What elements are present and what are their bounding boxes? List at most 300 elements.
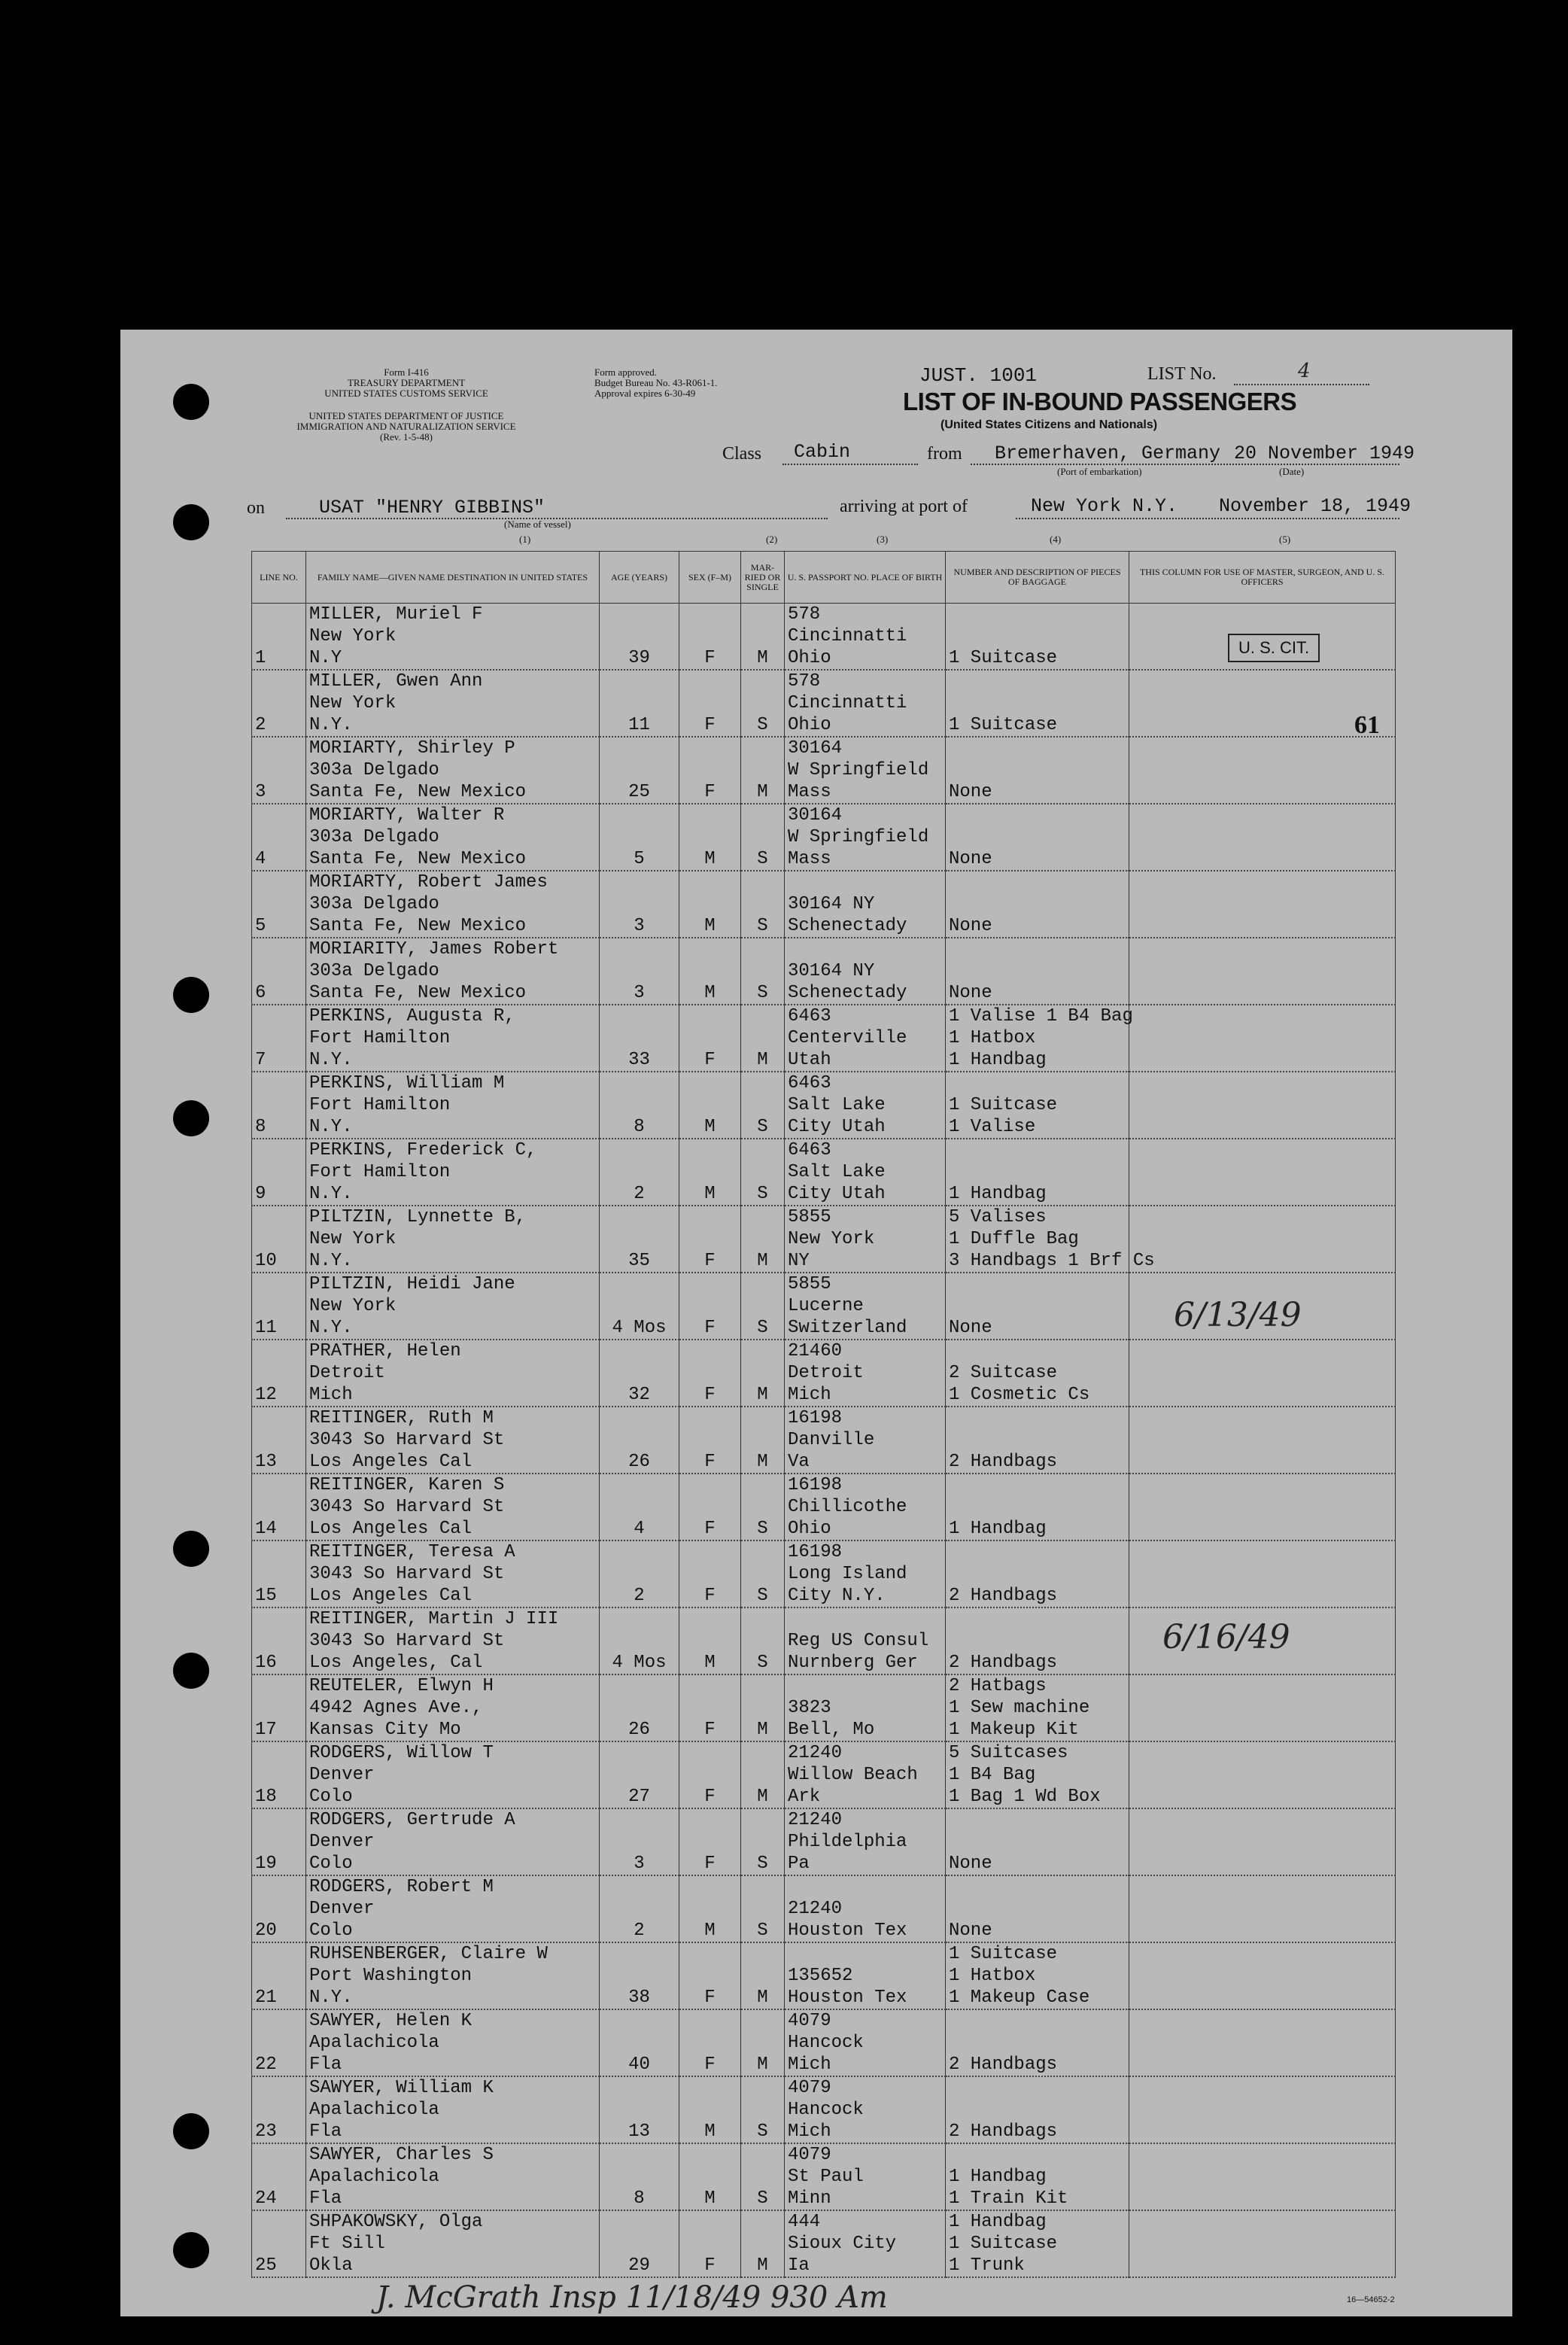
sex-cell <box>679 1607 741 1674</box>
marital-cell <box>741 737 785 804</box>
destination-line-2: N.Y. <box>309 1184 353 1204</box>
sex-cell <box>679 1474 741 1541</box>
passport-number: 21240 <box>788 1810 843 1830</box>
baggage-cell <box>946 2009 1129 2076</box>
baggage-line-3: 2 Handbags <box>949 1452 1058 1472</box>
passenger-name: PILTZIN, Heidi Jane <box>309 1274 515 1294</box>
line-number: 15 <box>255 1586 277 1606</box>
embark-port: Bremerhaven, Germany <box>995 443 1221 464</box>
passport-cell <box>785 1942 946 2009</box>
baggage-line-3: 1 Makeup Kit <box>949 1720 1079 1740</box>
birthplace-line-1: New York <box>788 1229 875 1249</box>
age: 8 <box>634 1117 645 1137</box>
marital-cell <box>741 1407 785 1474</box>
passenger-table <box>251 551 1396 2278</box>
passenger-name: SAWYER, Helen K <box>309 2011 473 2031</box>
baggage-cell <box>946 1273 1129 1340</box>
marital-cell <box>741 2210 785 2277</box>
passenger-name: MILLER, Muriel F <box>309 604 483 625</box>
birthplace-line-1: Centerville <box>788 1028 907 1048</box>
sex: F <box>704 715 716 735</box>
line-number: 11 <box>255 1318 277 1338</box>
birthplace-line-1: Hancock <box>788 2033 864 2053</box>
birthplace-line-1: Detroit <box>788 1363 864 1383</box>
birthplace-line-1: Salt Lake <box>788 1162 886 1182</box>
passenger-name: RUHSENBERGER, Claire W <box>309 1944 548 1964</box>
marital-cell <box>741 2143 785 2210</box>
col-header-line: LINE NO. <box>252 552 306 604</box>
sex-cell <box>679 1808 741 1875</box>
baggage-line-1: 1 Valise 1 B4 Bag <box>949 1006 1133 1027</box>
officer-use-cell <box>1129 1005 1396 1072</box>
name-cell <box>306 2076 600 2143</box>
birthplace-line-2: Mich <box>788 1385 831 1405</box>
baggage-line-3: 1 Bag 1 Wd Box <box>949 1787 1101 1807</box>
destination-line-2: N.Y. <box>309 1318 353 1338</box>
col-header-sex: SEX (F–M) <box>679 552 741 604</box>
passport-cell <box>785 2210 946 2277</box>
line-number-cell <box>252 1206 306 1273</box>
officer-use-cell <box>1129 1474 1396 1541</box>
passport-number: 6463 <box>788 1140 831 1160</box>
col-number-5: (5) <box>1279 534 1291 545</box>
marital-cell <box>741 1474 785 1541</box>
destination-line-1: 3043 So Harvard St <box>309 1631 505 1651</box>
sex: M <box>704 916 716 936</box>
table-row <box>252 604 1396 671</box>
officer-use-cell <box>1129 871 1396 938</box>
birthplace-line-1: Long Island <box>788 1564 907 1584</box>
sex-cell <box>679 1139 741 1206</box>
line-number-cell <box>252 1407 306 1474</box>
birthplace-line-1: Nurnberg Ger <box>788 1653 918 1673</box>
passport-number: 5855 <box>788 1274 831 1294</box>
handwritten-date-2: 6/16/49 <box>1162 1618 1290 1656</box>
age-cell <box>600 2210 679 2277</box>
marital-cell <box>741 1206 785 1273</box>
baggage-line-3: None <box>949 849 992 869</box>
baggage-cell <box>946 1407 1129 1474</box>
officer-use-cell <box>1129 2076 1396 2143</box>
passenger-name: MORIARTY, Robert James <box>309 872 548 893</box>
table-row <box>252 804 1396 871</box>
birthplace-line-1: W Springfield <box>788 760 929 780</box>
line-number: 16 <box>255 1653 277 1673</box>
birthplace-line-2: Ohio <box>788 648 831 668</box>
revision: (Rev. 1-5-48) <box>380 431 433 443</box>
sex: F <box>704 1854 716 1874</box>
destination-line-2: Okla <box>309 2255 353 2276</box>
destination-line-1: Ft Sill <box>309 2234 385 2254</box>
passport-number: 5855 <box>788 1207 831 1227</box>
passport-cell <box>785 1875 946 1942</box>
passport-cell <box>785 1541 946 1607</box>
name-cell <box>306 2009 600 2076</box>
ins-service: IMMIGRATION AND NATURALIZATION SERVICE <box>296 421 516 432</box>
line-number: 18 <box>255 1787 277 1807</box>
baggage-cell <box>946 1139 1129 1206</box>
passport-cell <box>785 1340 946 1407</box>
destination-line-2: Los Angeles, Cal <box>309 1653 483 1673</box>
baggage-line-3: 1 Trunk <box>949 2255 1025 2276</box>
destination-line-1: Detroit <box>309 1363 385 1383</box>
class-label: Class <box>722 444 762 464</box>
baggage-cell <box>946 737 1129 804</box>
age-cell <box>600 1942 679 2009</box>
baggage-line-3: 2 Handbags <box>949 2055 1058 2075</box>
baggage-line-2: 1 Duffle Bag <box>949 1229 1079 1249</box>
line-number-cell <box>252 1139 306 1206</box>
age-cell <box>600 1206 679 1273</box>
col-number-3: (3) <box>877 534 889 545</box>
destination-line-1: 3043 So Harvard St <box>309 1564 505 1584</box>
on-label: on <box>247 498 265 518</box>
passenger-name: PERKINS, Augusta R, <box>309 1006 515 1027</box>
sex: M <box>704 2121 716 2142</box>
sex: F <box>704 2055 716 2075</box>
marital-cell <box>741 871 785 938</box>
line-number-cell <box>252 737 306 804</box>
birthplace-line-1: W Springfield <box>788 827 929 847</box>
age-cell <box>600 2009 679 2076</box>
passport-cell <box>785 1005 946 1072</box>
handwritten-number: 61 <box>1354 711 1380 739</box>
destination-line-2: N.Y. <box>309 715 353 735</box>
baggage-line-2: 2 Suitcase <box>949 1363 1058 1383</box>
baggage-cell <box>946 1206 1155 1273</box>
destination-line-1: Denver <box>309 1899 375 1919</box>
line-number: 13 <box>255 1452 277 1472</box>
passport-number: 21240 <box>788 1899 843 1919</box>
passenger-name: RODGERS, Robert M <box>309 1877 494 1897</box>
marital-cell <box>741 1808 785 1875</box>
officer-use-cell <box>1129 1674 1396 1741</box>
age: 26 <box>628 1452 650 1472</box>
name-cell <box>306 1474 600 1541</box>
name-cell <box>306 1875 600 1942</box>
line-number-cell <box>252 938 306 1005</box>
baggage-line-1: 1 Suitcase <box>949 1944 1058 1964</box>
arrival-port: New York N.Y. <box>1031 495 1178 517</box>
destination-line-2: Los Angeles Cal <box>309 1586 473 1606</box>
marital-status: M <box>757 1385 768 1405</box>
destination-line-2: Los Angeles Cal <box>309 1519 473 1539</box>
destination-line-2: Colo <box>309 1854 353 1874</box>
destination-line-1: New York <box>309 1296 397 1316</box>
punch-hole <box>173 2113 209 2149</box>
line-number: 6 <box>255 983 266 1003</box>
marital-cell <box>741 2076 785 2143</box>
line-number-cell <box>252 871 306 938</box>
from-label: from <box>927 444 962 464</box>
passport-number: 6463 <box>788 1006 831 1027</box>
baggage-line-3: 2 Handbags <box>949 1653 1058 1673</box>
customs-service: UNITED STATES CUSTOMS SERVICE <box>324 388 488 399</box>
baggage-line-3: 1 Handbag <box>949 1184 1047 1204</box>
punch-hole <box>173 1653 209 1689</box>
birthplace-line-2: Switzerland <box>788 1318 907 1338</box>
baggage-line-3: 1 Suitcase <box>949 715 1058 735</box>
destination-line-2: Santa Fe, New Mexico <box>309 916 527 936</box>
table-row <box>252 1474 1396 1541</box>
passport-number: 4079 <box>788 2145 831 2165</box>
baggage-cell <box>946 1072 1129 1139</box>
marital-cell <box>741 2009 785 2076</box>
sex-cell <box>679 804 741 871</box>
sex-cell <box>679 604 741 671</box>
embark-date: 20 November 1949 <box>1234 443 1415 464</box>
sex-cell <box>679 2143 741 2210</box>
birthplace-line-1: Sioux City <box>788 2234 897 2254</box>
officer-use-cell <box>1129 1808 1396 1875</box>
baggage-cell <box>946 1005 1133 1072</box>
birthplace-line-1: Hancock <box>788 2100 864 2120</box>
destination-line-2: Colo <box>309 1921 353 1941</box>
officer-use-cell <box>1129 1942 1396 2009</box>
officer-use-cell <box>1129 2009 1396 2076</box>
baggage-cell <box>946 938 1129 1005</box>
birthplace-line-2: Ohio <box>788 1519 831 1539</box>
passport-cell <box>785 1474 946 1541</box>
punch-hole <box>173 977 209 1013</box>
passenger-name: PILTZIN, Lynnette B, <box>309 1207 527 1227</box>
marital-status: S <box>757 1586 768 1606</box>
line-number: 20 <box>255 1921 277 1941</box>
line-number-cell <box>252 1340 306 1407</box>
passenger-name: PERKINS, William M <box>309 1073 505 1093</box>
birthplace-line-2: City Utah <box>788 1117 886 1137</box>
table-row <box>252 1407 1396 1474</box>
age: 35 <box>628 1251 650 1271</box>
birthplace-line-2: NY <box>788 1251 810 1271</box>
age: 4 <box>634 1519 645 1539</box>
baggage-cell <box>946 871 1129 938</box>
table-row <box>252 2009 1396 2076</box>
sex-cell <box>679 871 741 938</box>
treasury-dept: TREASURY DEPARTMENT <box>347 377 466 388</box>
table-row <box>252 1072 1396 1139</box>
age-cell <box>600 1875 679 1942</box>
sex-cell <box>679 2076 741 2143</box>
table-row <box>252 1942 1396 2009</box>
marital-cell <box>741 1674 785 1741</box>
line-number: 5 <box>255 916 266 936</box>
destination-line-1: New York <box>309 1229 397 1249</box>
table-row <box>252 1340 1396 1407</box>
destination-line-1: Denver <box>309 1832 375 1852</box>
sex-cell <box>679 2210 741 2277</box>
line-number-cell <box>252 1808 306 1875</box>
destination-line-1: Denver <box>309 1765 375 1785</box>
birthplace-line-1: Cincinnatti <box>788 626 907 646</box>
destination-line-2: Fla <box>309 2055 342 2075</box>
officer-use-cell <box>1129 1541 1396 1607</box>
baggage-line-2: 1 Handbag <box>949 2167 1047 2187</box>
sex-cell <box>679 1541 741 1607</box>
passport-number: 578 <box>788 604 821 625</box>
birthplace-line-1: Schenectady <box>788 916 907 936</box>
destination-line-1: 3043 So Harvard St <box>309 1430 505 1450</box>
baggage-line-3: None <box>949 782 992 802</box>
baggage-line-2: 1 Hatbox <box>949 1966 1036 1986</box>
destination-line-2: Santa Fe, New Mexico <box>309 849 527 869</box>
approval-expires: Approval expires 6-30-49 <box>594 388 696 399</box>
birthplace-line-2: Ark <box>788 1787 821 1807</box>
passport-cell <box>785 2143 946 2210</box>
baggage-line-3: 1 Handbag <box>949 1519 1047 1539</box>
passport-cell <box>785 1674 946 1741</box>
sex: F <box>704 1787 716 1807</box>
table-header-row <box>252 552 1396 604</box>
line-number: 19 <box>255 1854 277 1874</box>
baggage-cell <box>946 1340 1129 1407</box>
baggage-line-2: 1 B4 Bag <box>949 1765 1036 1785</box>
destination-line-1: Fort Hamilton <box>309 1162 451 1182</box>
officer-use-cell <box>1129 2210 1396 2277</box>
baggage-line-2: 1 Hatbox <box>949 1028 1036 1048</box>
officer-use-cell <box>1129 1139 1396 1206</box>
age: 39 <box>628 648 650 668</box>
destination-line-1: 303a Delgado <box>309 961 439 981</box>
birthplace-line-1: St Paul <box>788 2167 864 2187</box>
sex: M <box>704 1184 716 1204</box>
punch-hole <box>173 2232 209 2268</box>
marital-status: M <box>757 1452 768 1472</box>
passport-cell <box>785 670 946 737</box>
line-number-cell <box>252 2143 306 2210</box>
destination-line-1: New York <box>309 626 397 646</box>
passenger-name: REITINGER, Martin J III <box>309 1609 559 1629</box>
passenger-name: SAWYER, Charles S <box>309 2145 494 2165</box>
age: 26 <box>628 1720 650 1740</box>
birthplace-line-1: Bell, Mo <box>788 1720 875 1740</box>
age: 27 <box>628 1787 650 1807</box>
sex: F <box>704 1452 716 1472</box>
officer-use-cell <box>1129 1875 1396 1942</box>
passenger-name: MILLER, Gwen Ann <box>309 671 483 692</box>
line-number-cell <box>252 2009 306 2076</box>
form-header-treasury <box>293 367 519 399</box>
birthplace-line-2: City Utah <box>788 1184 886 1204</box>
marital-cell <box>741 1005 785 1072</box>
passport-number: 16198 <box>788 1475 843 1495</box>
baggage-line-3: 1 Cosmetic Cs <box>949 1385 1090 1405</box>
sex-cell <box>679 1206 741 1273</box>
marital-cell <box>741 1541 785 1607</box>
sex: F <box>704 782 716 802</box>
destination-line-2: Kansas City Mo <box>309 1720 461 1740</box>
marital-cell <box>741 1607 785 1674</box>
name-cell <box>306 1741 600 1808</box>
age-cell <box>600 871 679 938</box>
destination-line-1: Fort Hamilton <box>309 1095 451 1115</box>
baggage-line-3: None <box>949 916 992 936</box>
passenger-name: REITINGER, Ruth M <box>309 1408 494 1428</box>
table-row <box>252 1206 1396 1273</box>
marital-status: S <box>757 983 768 1003</box>
birthplace-line-1: Salt Lake <box>788 1095 886 1115</box>
baggage-cell <box>946 1875 1129 1942</box>
passport-number: 3823 <box>788 1698 831 1718</box>
list-no-label: LIST No. <box>1147 364 1217 384</box>
table-row <box>252 737 1396 804</box>
line-number: 24 <box>255 2188 277 2209</box>
officer-use-cell <box>1129 737 1396 804</box>
line-number: 3 <box>255 782 266 802</box>
line-number-cell <box>252 1942 306 2009</box>
officer-use-cell <box>1129 2143 1396 2210</box>
form-number: Form I-416 <box>384 367 429 378</box>
sex: F <box>704 1720 716 1740</box>
baggage-line-1: 5 Valises <box>949 1207 1047 1227</box>
marital-status: S <box>757 849 768 869</box>
arrival-line <box>1016 518 1399 519</box>
passport-number: 6463 <box>788 1073 831 1093</box>
baggage-line-3: 1 Valise <box>949 1117 1036 1137</box>
name-cell <box>306 1005 600 1072</box>
baggage-cell <box>946 1607 1129 1674</box>
marital-status: M <box>757 1050 768 1070</box>
destination-line-2: Colo <box>309 1787 353 1807</box>
line-number-cell <box>252 1875 306 1942</box>
name-cell <box>306 938 600 1005</box>
port-embark-caption: (Port of embarkation) <box>1057 466 1142 477</box>
marital-cell <box>741 1139 785 1206</box>
sex: F <box>704 1519 716 1539</box>
baggage-line-3: None <box>949 983 992 1003</box>
baggage-line-2: 1 Suitcase <box>949 1095 1058 1115</box>
baggage-line-2: 1 Sew machine <box>949 1698 1090 1718</box>
marital-status: S <box>757 916 768 936</box>
baggage-line-3: None <box>949 1854 992 1874</box>
passenger-name: SHPAKOWSKY, Olga <box>309 2212 483 2232</box>
age-cell <box>600 1741 679 1808</box>
baggage-cell <box>946 1474 1129 1541</box>
passenger-name: MORIARTY, Walter R <box>309 805 505 826</box>
punch-hole <box>173 384 209 420</box>
passport-cell <box>785 1072 946 1139</box>
baggage-cell <box>946 670 1129 737</box>
date-caption: (Date) <box>1279 466 1305 477</box>
sex: M <box>704 1653 716 1673</box>
line-number: 22 <box>255 2055 277 2075</box>
name-cell <box>306 737 600 804</box>
age: 25 <box>628 782 650 802</box>
table-row <box>252 1741 1396 1808</box>
table-row <box>252 1808 1396 1875</box>
sex: F <box>704 1385 716 1405</box>
name-cell <box>306 1139 600 1206</box>
passport-cell <box>785 737 946 804</box>
col-header-baggage: NUMBER AND DESCRIPTION OF PIECES OF BAGGAGE <box>946 552 1129 604</box>
baggage-cell <box>946 1541 1129 1607</box>
line-number-cell <box>252 1005 306 1072</box>
birthplace-line-1: Lucerne <box>788 1296 864 1316</box>
from-line <box>971 464 1399 465</box>
destination-line-2: N.Y. <box>309 1117 353 1137</box>
sex-cell <box>679 2009 741 2076</box>
age: 3 <box>634 1854 645 1874</box>
age-cell <box>600 2143 679 2210</box>
sex: F <box>704 1586 716 1606</box>
marital-status: S <box>757 1519 768 1539</box>
passport-number: 16198 <box>788 1408 843 1428</box>
birthplace-line-2: Mass <box>788 782 831 802</box>
document-title: LIST OF IN-BOUND PASSENGERS <box>903 388 1297 415</box>
birthplace-line-2: Minn <box>788 2188 831 2209</box>
sex-cell <box>679 1407 741 1474</box>
age-cell <box>600 938 679 1005</box>
